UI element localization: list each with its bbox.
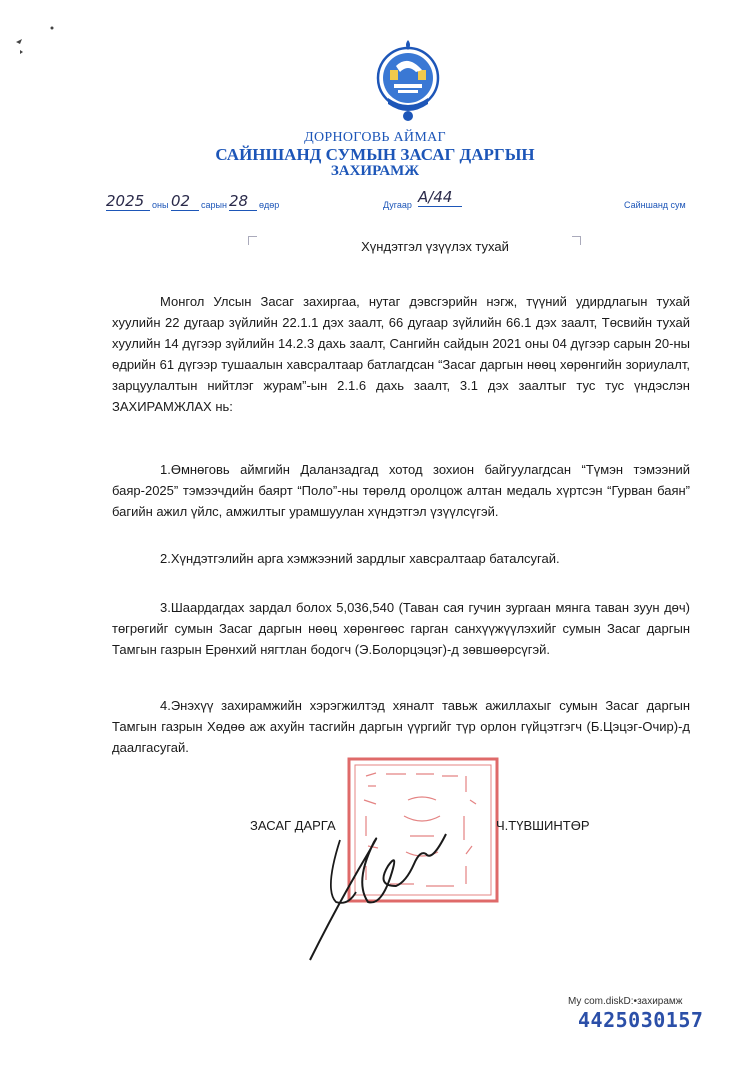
signatory-title: ЗАСАГ ДАРГА [250, 818, 336, 833]
document-number: А/44 [418, 188, 462, 207]
date-year: 2025 [106, 192, 150, 211]
body-item-4 [112, 695, 690, 758]
scan-speck-marks [8, 20, 58, 70]
preamble-text: Монгол Улсын Засаг захиргаа, нутаг дэвсгэрийн нэгж, түүний удирдлагын тухай хуулийн 22 дугаар зүйлийн 22.1.1 дэх заалт, 66 дугаар зүйлийн 66.1 дэх заалт, Төсвийн тухай хуулийн 14 дүгээр зүйлийн 14.2.3 дахь заалт, Сангийн сайдын 2021 оны 04 дүгээр сарын 20-ны өдрийн 61 дүгээр тушаалын хавсралтаар батлагдсан “Засаг даргын нөөц хөрөнгийн зориулалт, зарцуулалтын нийтлэг журам”-ын 2.1.6 дахь заалт, 3.1 дэх заалтыг тус тус үндэслэн ЗАХИРАМЖЛАХ нь: [112, 294, 690, 414]
body-item-2 [112, 548, 690, 569]
document-type: ЗАХИРАМЖ [330, 163, 420, 179]
signatory-name: Ч.ТҮВШИНТӨР [496, 818, 590, 833]
body-item-1 [112, 459, 690, 522]
organization-name: САЙНШАНД СУМЫН ЗАСАГ ДАРГЫН [215, 145, 535, 164]
item-3-text: 3.Шаардагдах зардал болох 5,036,540 (Таван сая гучин зургаан мянга таван зуун дөч) төгрөгийг сумын Засаг даргын нөөц хөрөнгөөс гарган санхүүжүүлэхийг сумын Засаг даргын Тамгын газрын Ерөнхий нягтлан бодогч (Э.Болорцэцэг)-д зөвшөөрсүгэй. [112, 600, 690, 657]
item-1-text: 1.Өмнөговь аймгийн Даланзадгад хотод зохион байгуулагдсан “Түмэн тэмээний баяр-2025” тэмээчдийн баярт “Поло”-ны төрөлд оролцож алтан медаль хүртсэн “Гурван баян” багийн ажил үйлс, амжилтыг урамшуулан хүндэтгэл үзүүлсүгэй. [112, 462, 690, 519]
aimag-name: ДОРНОГОВЬ АЙМАГ [304, 130, 446, 145]
body-preamble [112, 291, 690, 417]
file-path: My com.diskD:•захирамж [568, 996, 683, 1007]
item-4-text: 4.Энэхүү захирамжийн хэрэгжилтэд хяналт тавьж ажиллахыг сумын Засаг даргын Тамгын газрын Хөдөө аж ахуйн тасгийн даргын үүргийг түр орлон гүйцэтгэгч (Б.Цэцэг-Очир)-д даалгасугай. [112, 698, 690, 755]
place-name: Сайншанд сум [624, 200, 686, 210]
date-line [104, 192, 304, 212]
item-2-text: 2.Хүндэтгэлийн арга хэмжээний зардлыг хавсралтаар баталсугай. [160, 551, 560, 566]
date-day: 28 [229, 192, 257, 211]
body-item-3 [112, 597, 690, 660]
document-code: 4425030157 [578, 1008, 704, 1032]
date-day-suffix: өдөр [259, 200, 280, 210]
state-emblem-icon [376, 36, 440, 124]
date-month-suffix: сарын [201, 200, 227, 210]
date-month: 02 [171, 192, 199, 211]
handwritten-signature-icon [300, 800, 460, 970]
date-year-suffix: оны [152, 200, 169, 210]
subject-title: Хүндэтгэл үзүүлэх тухай [361, 239, 509, 254]
number-label: Дугаар [383, 200, 412, 210]
